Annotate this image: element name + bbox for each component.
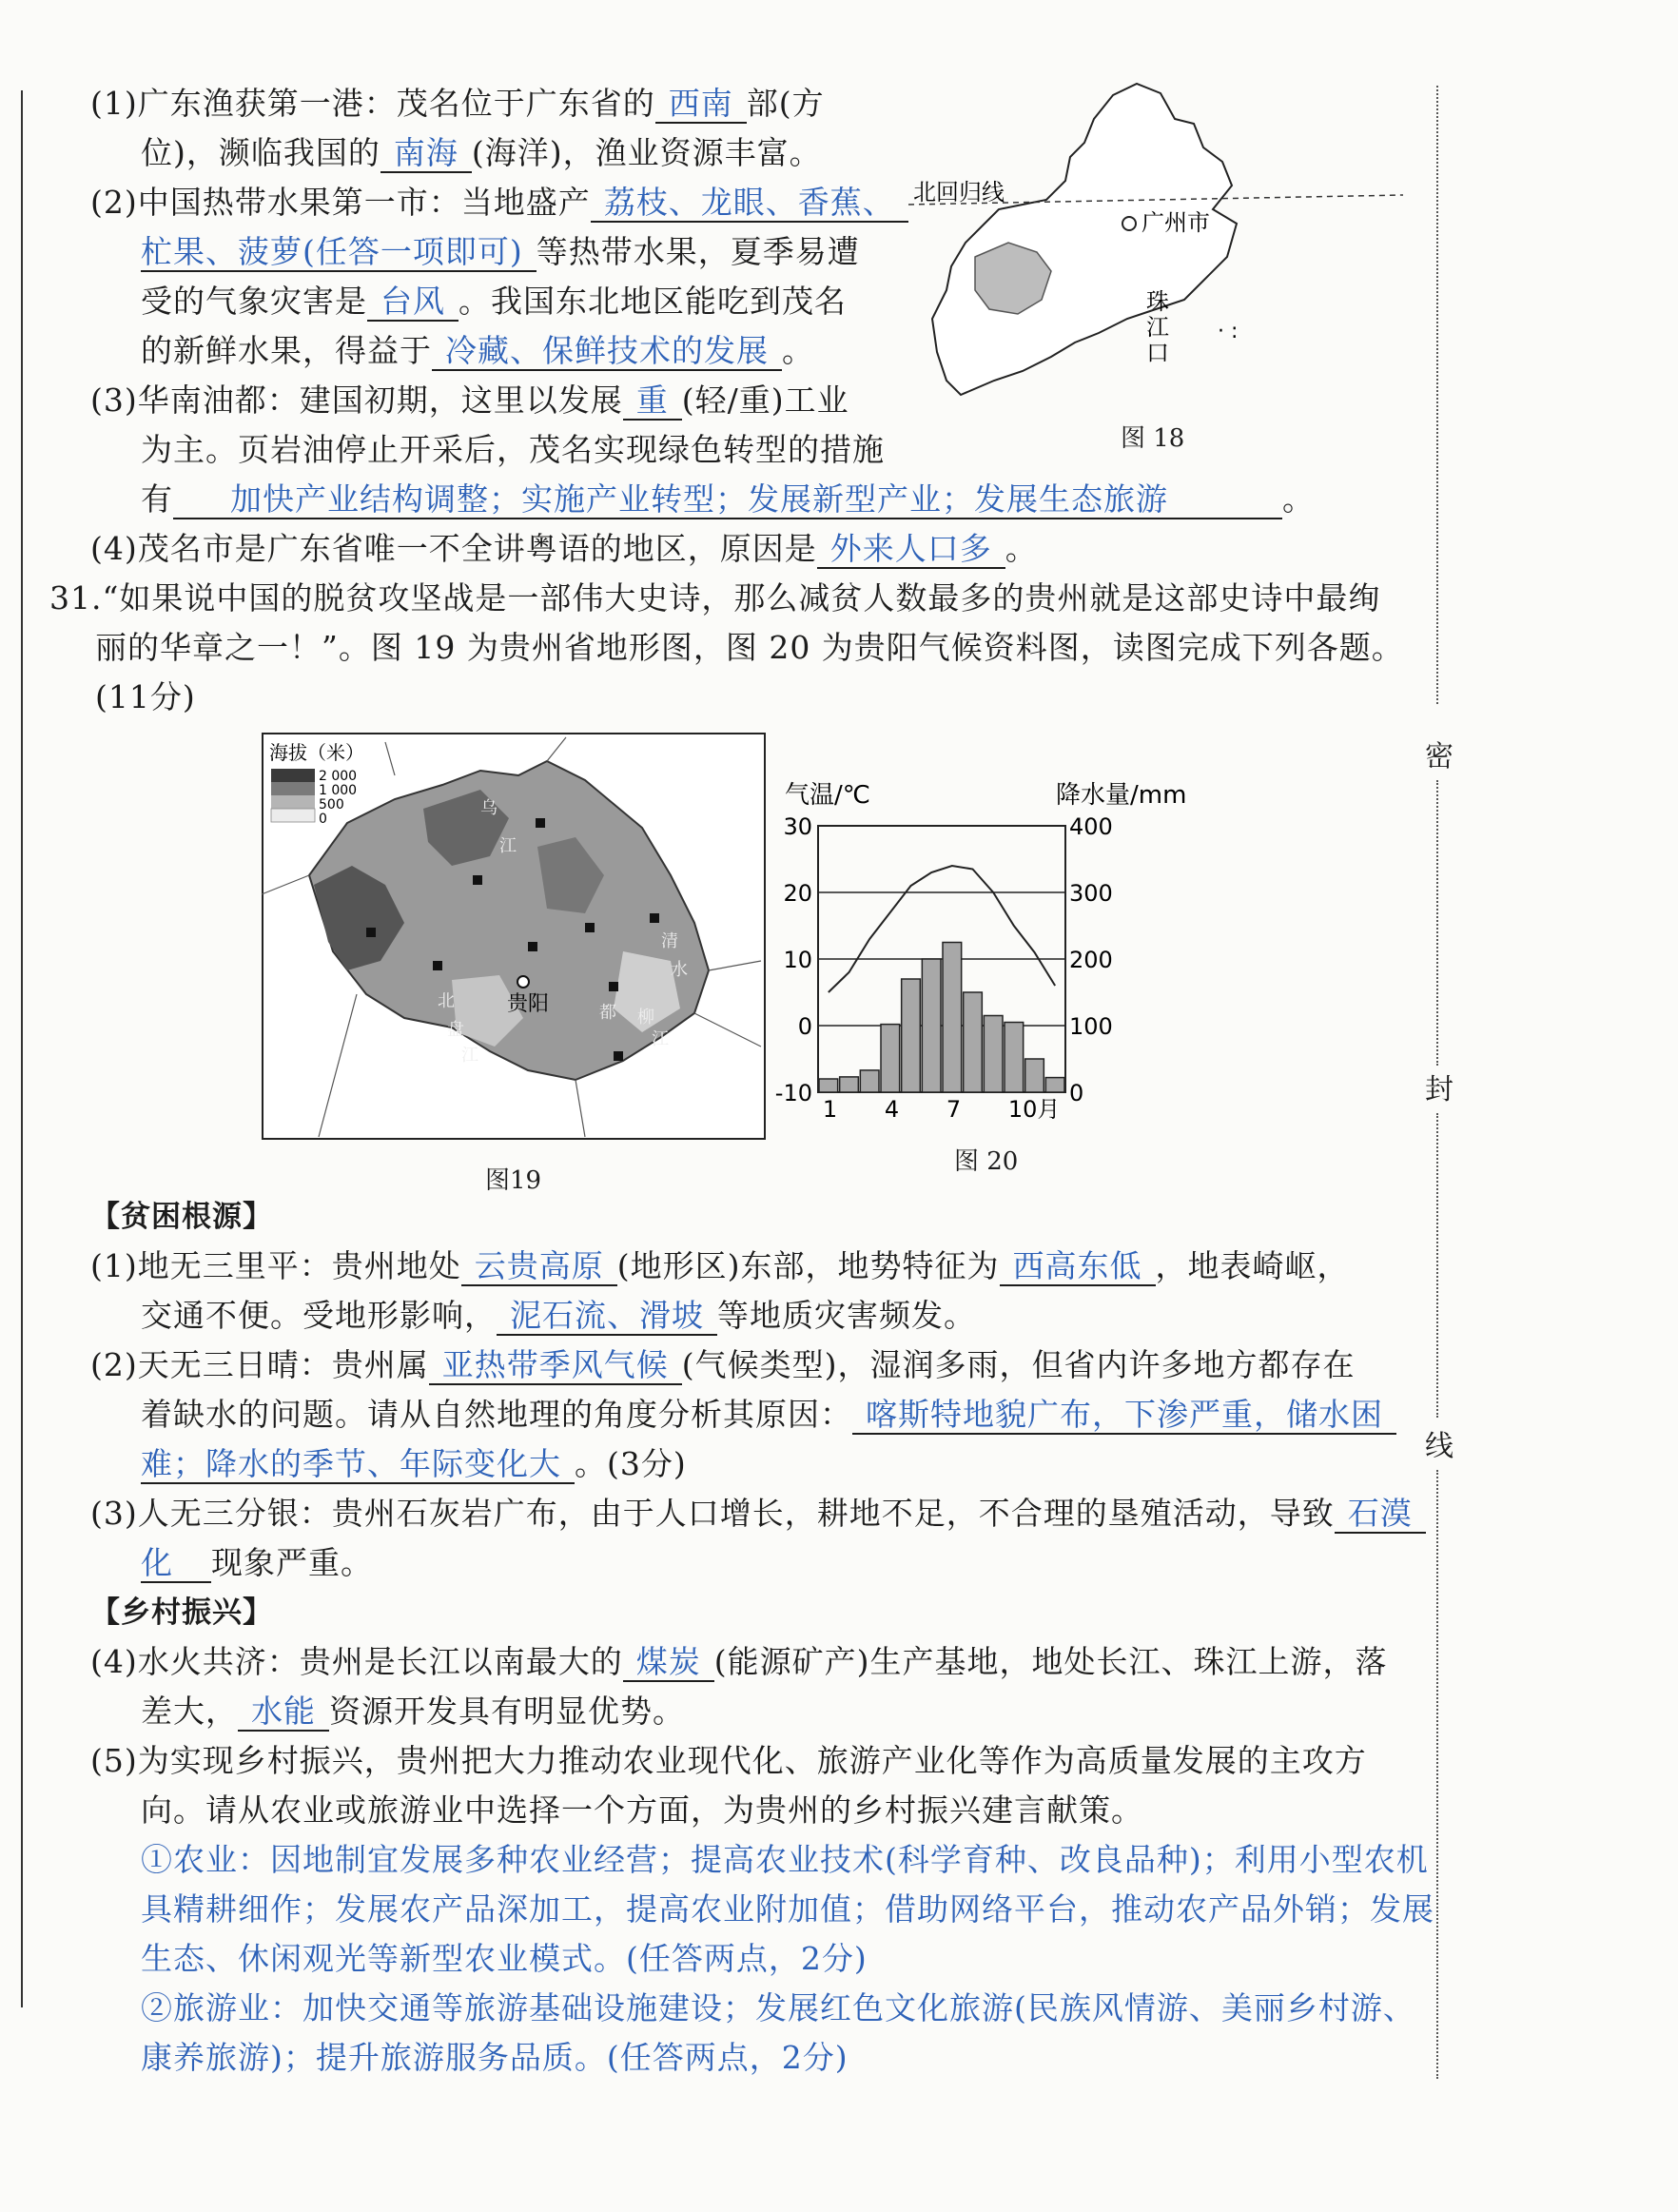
- q30-part3-line1: (3)华南油都：建国初期，这里以发展 重 (轻/重)工业: [90, 382, 849, 419]
- precip-tick-label: 300: [1069, 880, 1113, 907]
- svg-text:清: 清: [661, 931, 678, 951]
- precip-bar: [1045, 1078, 1064, 1092]
- svg-text:江: 江: [652, 1029, 669, 1049]
- legend-value-3: 500: [319, 797, 344, 812]
- precip-bar: [902, 979, 921, 1092]
- svg-text:都: 都: [599, 1003, 616, 1023]
- seal-char-feng: 封: [1425, 1073, 1454, 1106]
- svg-text:水: 水: [671, 960, 688, 980]
- svg-text:盘: 盘: [447, 1020, 464, 1040]
- left-margin-rule: [21, 90, 23, 2007]
- precip-axis-label: 降水量/mm: [1056, 781, 1187, 810]
- answer-cold-storage: 冷藏、保鲜技术的发展: [432, 333, 782, 371]
- seal-dotted-line-mid1: [1436, 780, 1438, 1066]
- q30-part2-line4: 的新鲜水果，得益于 冷藏、保鲜技术的发展 。: [141, 332, 814, 369]
- seal-dotted-line-top: [1436, 86, 1438, 704]
- legend-swatch-3: [271, 795, 315, 809]
- precip-bar: [860, 1070, 879, 1092]
- temp-tick-label: -10: [774, 1080, 812, 1106]
- answer-typhoon: 台风: [367, 284, 459, 322]
- capital-marker: [517, 976, 529, 988]
- q30-part2-line3: 受的气象灾害是 台风 。我国东北地区能吃到茂名: [141, 283, 847, 320]
- precip-bar: [881, 1025, 900, 1092]
- section-poverty-roots: 【贫困根源】: [90, 1200, 273, 1234]
- q30-part4-line1: (4)茂名市是广东省唯一不全讲粤语的地区，原因是 外来人口多 。: [90, 530, 1038, 567]
- s1-part3-line2: 化 现象严重。: [141, 1544, 373, 1581]
- s1-part3-line1: (3)人无三分银：贵州石灰岩广布，由于人口增长，耕地不足，不合理的垦殖活动，导致 石漠: [90, 1494, 1426, 1534]
- precip-bar: [943, 943, 962, 1093]
- figure19-caption: 图19: [485, 1166, 542, 1195]
- s1-part2-line2: 着缺水的问题。请从自然地理的角度分析其原因： 喀斯特地貌广布，下渗严重，储水困: [141, 1395, 1396, 1435]
- svg-text:柳: 柳: [637, 1008, 654, 1028]
- answer-rocky-desert-a: 石漠: [1335, 1496, 1426, 1534]
- legend-swatch-4: [271, 809, 315, 822]
- answer-west-high: 西高东低: [1000, 1248, 1156, 1286]
- answer-south-sea: 南海: [380, 135, 472, 173]
- temp-tick-label: 30: [783, 813, 812, 840]
- s2-answer-line2: 具精耕细作；发展农产品深加工，提高农业附加值；借助网络平台，推动农产品外销；发展: [141, 1890, 1434, 1928]
- s2-answer-line5: 康养旅游)；提升旅游服务品质。(任答两点，2分): [141, 2039, 849, 2076]
- legend-title: 海拔（米）: [269, 741, 364, 764]
- answer-green-transition: 加快产业结构调整；实施产业转型；发展新型产业；发展生态旅游: [173, 481, 1282, 519]
- precip-bar: [1025, 1059, 1044, 1092]
- temp-axis-label: 气温/℃: [785, 781, 870, 810]
- guizhou-terrain-map: [262, 733, 766, 1140]
- precip-bar: [840, 1077, 859, 1092]
- svg-text:乌: 乌: [480, 798, 498, 818]
- q30-part3-line3: 有 加快产业结构调整；实施产业转型；发展新型产业；发展生态旅游 。: [141, 480, 1315, 518]
- s2-part4-line2: 差大， 水能 资源开发具有明显优势。: [141, 1693, 685, 1730]
- s2-part4-line1: (4)水火共济：贵州是长江以南最大的 煤炭 (能源矿产)生产基地，地处长江、珠江上游，落: [90, 1643, 1388, 1680]
- capital-label: 贵阳: [507, 992, 550, 1016]
- guangdong-map: [908, 67, 1403, 457]
- answer-rocky-desert-b: 化: [141, 1545, 211, 1583]
- island-dots: · :: [1218, 320, 1239, 343]
- svg-text:江: 江: [461, 1046, 478, 1066]
- legend-swatch-1: [271, 769, 315, 782]
- q31-intro-line1: 31.“如果说中国的脱贫攻坚战是一部伟大史诗，那么减贫人数最多的贵州就是这部史诗中最绚: [49, 579, 1381, 617]
- legend-value-4: 0: [319, 812, 327, 827]
- svg-text:北: 北: [438, 991, 455, 1011]
- q30-part3-line2: 为主。页岩油停止开采后，茂名实现绿色转型的措施: [141, 431, 885, 468]
- temp-tick-label: 10: [783, 947, 812, 973]
- temp-tick-label: 0: [797, 1013, 812, 1040]
- q31-intro-line2: 丽的华章之一！”。图 19 为贵州省地形图，图 20 为贵阳气候资料图，读图完成下列各题。: [95, 629, 1404, 666]
- q30-part2-line2: 杧果、菠萝(任答一项即可) 等热带水果，夏季易遭: [141, 233, 860, 270]
- q30-part1-line1: (1)广东渔获第一港：茂名位于广东省的 西南 部(方: [90, 85, 825, 122]
- precip-bar: [922, 959, 941, 1092]
- precip-bar: [964, 992, 983, 1092]
- answer-plateau: 云贵高原: [461, 1248, 617, 1286]
- answer-fruits-b: 杧果、菠萝(任答一项即可): [141, 234, 537, 272]
- s2-answer-line3: 生态、休闲观光等新型农业模式。(任答两点，2分): [141, 1940, 868, 1977]
- svg-text:江: 江: [499, 836, 517, 856]
- province-outline: [932, 84, 1237, 395]
- precip-tick-label: 0: [1069, 1080, 1084, 1106]
- legend-swatch-2: [271, 782, 315, 795]
- month-tick-label: 10月: [1007, 1096, 1061, 1123]
- seal-char-mi: 密: [1425, 740, 1454, 773]
- s2-part5-line2: 向。请从农业或旅游业中选择一个方面，为贵州的乡村振兴建言献策。: [141, 1791, 1143, 1829]
- legend-value-1: 2 000: [319, 769, 358, 784]
- answer-climate-type: 亚热带季风气候: [429, 1347, 682, 1385]
- answer-hydropower: 水能: [238, 1693, 329, 1732]
- seal-dotted-line-bottom: [1436, 1470, 1438, 2079]
- month-tick-label: 4: [884, 1096, 900, 1123]
- precip-bar: [819, 1079, 838, 1092]
- river-char-3: 口: [1146, 340, 1169, 366]
- tropic-label: 北回归线: [913, 179, 1005, 206]
- month-tick-label: 1: [822, 1096, 838, 1123]
- precip-bar: [984, 1016, 1003, 1093]
- city-label: 广州市: [1141, 209, 1210, 236]
- q30-part1-line2: 位)，濒临我国的 南海 (海洋)，渔业资源丰富。: [141, 134, 822, 171]
- s1-part2-line1: (2)天无三日晴：贵州属 亚热带季风气候 (气候类型)，湿润多雨，但省内许多地方都存在: [90, 1346, 1356, 1383]
- precip-bar: [1005, 1023, 1024, 1093]
- q31-intro-line3: (11分): [95, 678, 196, 715]
- answer-migrants: 外来人口多: [817, 531, 1005, 569]
- q30-part2-line1: (2)中国热带水果第一市：当地盛产 荔枝、龙眼、香蕉、: [90, 183, 908, 223]
- month-tick-label: 7: [946, 1096, 962, 1123]
- precip-tick-label: 400: [1069, 813, 1113, 840]
- s1-part1-line2: 交通不便。受地形影响， 泥石流、滑坡 等地质灾害频发。: [141, 1297, 976, 1334]
- section-rural-revitalization: 【乡村振兴】: [90, 1595, 273, 1630]
- river-char-1: 珠: [1146, 288, 1169, 315]
- precip-tick-label: 200: [1069, 947, 1113, 973]
- legend-value-2: 1 000: [319, 783, 358, 798]
- guiyang-climate-chart: [774, 771, 1199, 1142]
- seal-dotted-line-mid2: [1436, 1113, 1438, 1418]
- precip-tick-label: 100: [1069, 1013, 1113, 1040]
- s2-answer-line4: ②旅游业：加快交通等旅游基础设施建设；发展红色文化旅游(民族风情游、美丽乡村游、: [141, 1989, 1415, 2026]
- s1-part2-line3: 难；降水的季节、年际变化大 。(3分): [141, 1445, 687, 1482]
- answer-fruits-a: 荔枝、龙眼、香蕉、: [591, 185, 908, 223]
- answer-coal: 煤炭: [623, 1644, 714, 1682]
- answer-water-shortage-a: 喀斯特地貌广布，下渗严重，储水困: [852, 1397, 1396, 1435]
- answer-heavy: 重: [623, 382, 682, 421]
- temp-tick-label: 20: [783, 880, 812, 907]
- answer-southwest: 西南: [655, 86, 747, 124]
- figure18-caption: 图 18: [1121, 424, 1185, 453]
- answer-landslide: 泥石流、滑坡: [497, 1298, 717, 1336]
- river-char-2: 江: [1146, 314, 1169, 341]
- answer-water-shortage-b: 难；降水的季节、年际变化大: [141, 1446, 575, 1484]
- seal-char-xian: 线: [1425, 1430, 1454, 1463]
- temperature-curve: [829, 866, 1055, 992]
- figure20-caption: 图 20: [954, 1147, 1019, 1176]
- s2-answer-line1: ①农业：因地制宜发展多种农业经营；提高农业技术(科学育种、改良品种)；利用小型农机: [141, 1841, 1429, 1878]
- s1-part1-line1: (1)地无三里平：贵州地处 云贵高原 (地形区)东部，地势特征为 西高东低 ，地表崎岖，: [90, 1247, 1350, 1284]
- s2-part5-line1: (5)为实现乡村振兴，贵州把大力推动农业现代化、旅游产业化等作为高质量发展的主攻方: [90, 1742, 1367, 1779]
